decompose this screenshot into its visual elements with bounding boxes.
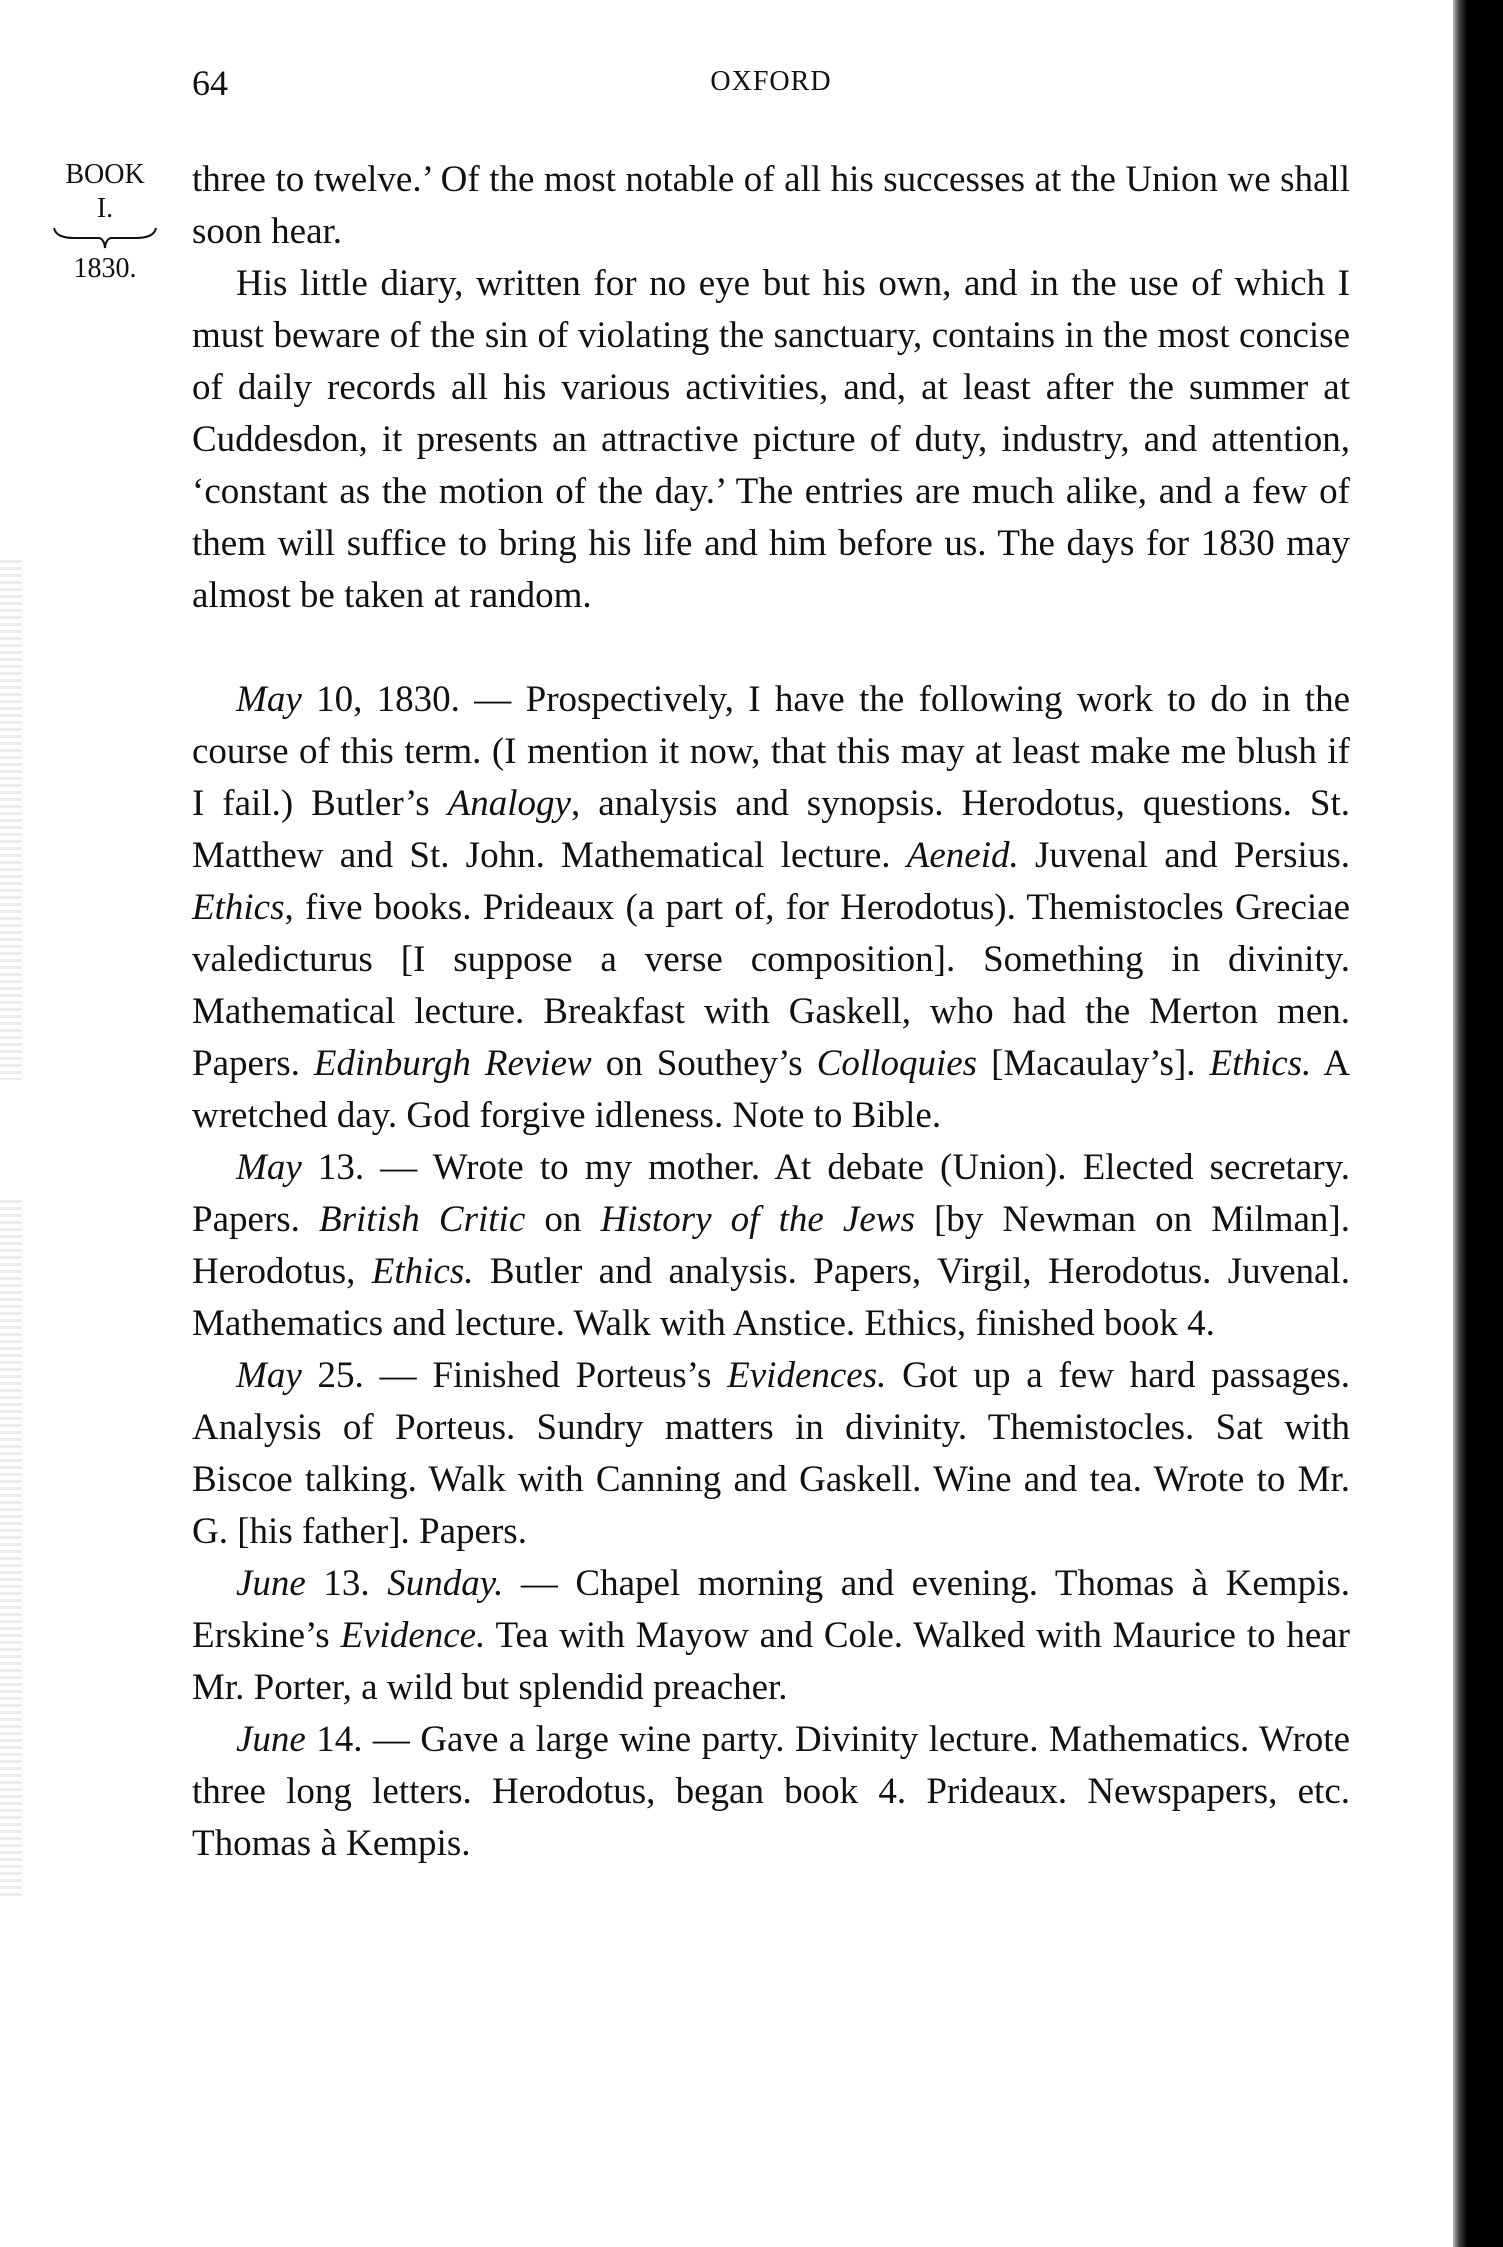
margin-book-label: BOOK xyxy=(65,159,145,190)
entry-date: 14. — xyxy=(305,1719,421,1760)
entry-text: Tea with Mayow and Cole. Walked with Maurice to hear Mr. Porter, a wild but splendid preacher. xyxy=(192,1615,1351,1708)
italic-title: Analogy xyxy=(447,783,571,824)
italic-title: Aeneid. xyxy=(906,835,1019,876)
diary-entry xyxy=(192,1558,1350,1714)
running-head: OXFORD xyxy=(710,66,832,97)
page-body xyxy=(192,154,1350,1870)
entry-text: Juvenal and Persius. xyxy=(1018,835,1350,876)
entry-text: — Chapel morning and evening. Thomas à Kempis. Erskine’s xyxy=(192,1563,1350,1656)
margin-year-label: 1830. xyxy=(73,253,137,284)
entry-text: , five books. Prideaux (a part of, for Herodotus). Themistocles Greciae valedicturus [I suppose a verse composition]. Something in divinity. Mathematical lecture. Breakfast with Gaskell, who had the Merton men. Papers. xyxy=(192,887,1350,1084)
scan-noise xyxy=(0,1200,22,1900)
entry-text: , analysis and synopsis. Herodotus, questions. St. Matthew and St. John. Mathematical lecture. xyxy=(192,783,1350,876)
italic-title: Ethics. xyxy=(371,1251,474,1292)
diary-entry xyxy=(192,674,1350,1142)
italic-title: Colloquies xyxy=(816,1043,978,1084)
entry-text: on xyxy=(525,1199,601,1240)
entry-text: [Macaulay’s]. xyxy=(977,1043,1210,1084)
italic-title: History of the Jews xyxy=(600,1199,915,1240)
italic-title: Ethics xyxy=(192,887,285,928)
entry-text: Butler and analysis. Papers, Virgil, Herodotus. Juvenal. Mathematics and lecture. Walk with Anstice. Ethics, finished book 4. xyxy=(192,1251,1350,1344)
paragraph: His little diary, written for no eye but his own, and in the use of which I must beware of the sin of violating the sanctuary, contains in the most concise of daily records all his various activities, and, at least after the summer at Cuddesdon, it presents an attractive picture of duty, industry, and attention, ‘constant as the motion of the day.’ The entries are much alike, and a few of them will suffice to bring his life and him before us. The days for 1830 may almost be taken at random. xyxy=(192,263,1350,616)
diary-entries xyxy=(192,674,1350,1870)
entry-text: on Southey’s xyxy=(591,1043,817,1084)
entry-text: A wretched day. God forgive idleness. Note to Bible. xyxy=(192,1043,1350,1136)
entry-date: 10, 1830. — xyxy=(301,679,526,720)
scanned-page-edge xyxy=(1453,0,1503,2247)
entry-date-month: May xyxy=(236,679,302,720)
paragraph: three to twelve.’ Of the most notable of all his successes at the Union we shall soon hear. xyxy=(192,159,1350,252)
diary-entry xyxy=(192,1714,1350,1870)
margin-note xyxy=(50,158,160,286)
entry-date-month: May xyxy=(236,1147,302,1188)
italic-title: Evidences. xyxy=(727,1355,887,1396)
entry-text: Got up a few hard passages. Analysis of Porteus. Sundry matters in divinity. Themistocles. Sat with Biscoe talking. Walk with Canning and Gaskell. Wine and tea. Wrote to Mr. G. [his father]. Papers. xyxy=(192,1355,1351,1552)
margin-volume-label: I. xyxy=(96,193,114,224)
italic-title: Sunday. xyxy=(387,1563,504,1604)
entry-date-month: May xyxy=(236,1355,302,1396)
diary-entry xyxy=(192,1142,1350,1350)
diary-entry xyxy=(192,1350,1350,1558)
italic-title: Evidence. xyxy=(340,1615,486,1656)
page-number: 64 xyxy=(192,63,228,103)
entry-date-month: June xyxy=(236,1719,306,1760)
entry-text: Finished Porteus’s xyxy=(432,1355,728,1396)
entry-text: [by Newman on Milman]. Herodotus, xyxy=(192,1199,1351,1292)
entry-text: Prospectively, I have the following work to do in the course of this term. (I mention it now, that this may at least make me blush if I fail.) Butler’s xyxy=(192,679,1351,824)
entry-text: Gave a large wine party. Divinity lecture. Mathematics. Wrote three long letters. Herodotus, began book 4. Prideaux. Newspapers, etc. Thomas à Kempis. xyxy=(192,1719,1351,1864)
entry-text: Wrote to my mother. At debate (Union). Elected secretary. Papers. xyxy=(192,1147,1350,1240)
page-header xyxy=(192,62,1350,112)
italic-title: Edinburgh Review xyxy=(313,1043,592,1084)
italic-title: British Critic xyxy=(319,1199,526,1240)
entry-date-month: June xyxy=(236,1563,306,1604)
brace-icon xyxy=(50,226,160,252)
scan-noise xyxy=(0,560,22,1080)
italic-title: Ethics. xyxy=(1209,1043,1312,1084)
entry-date: 13. — xyxy=(301,1147,433,1188)
entry-date: 13. xyxy=(305,1563,388,1604)
entry-date: 25. — xyxy=(301,1355,433,1396)
